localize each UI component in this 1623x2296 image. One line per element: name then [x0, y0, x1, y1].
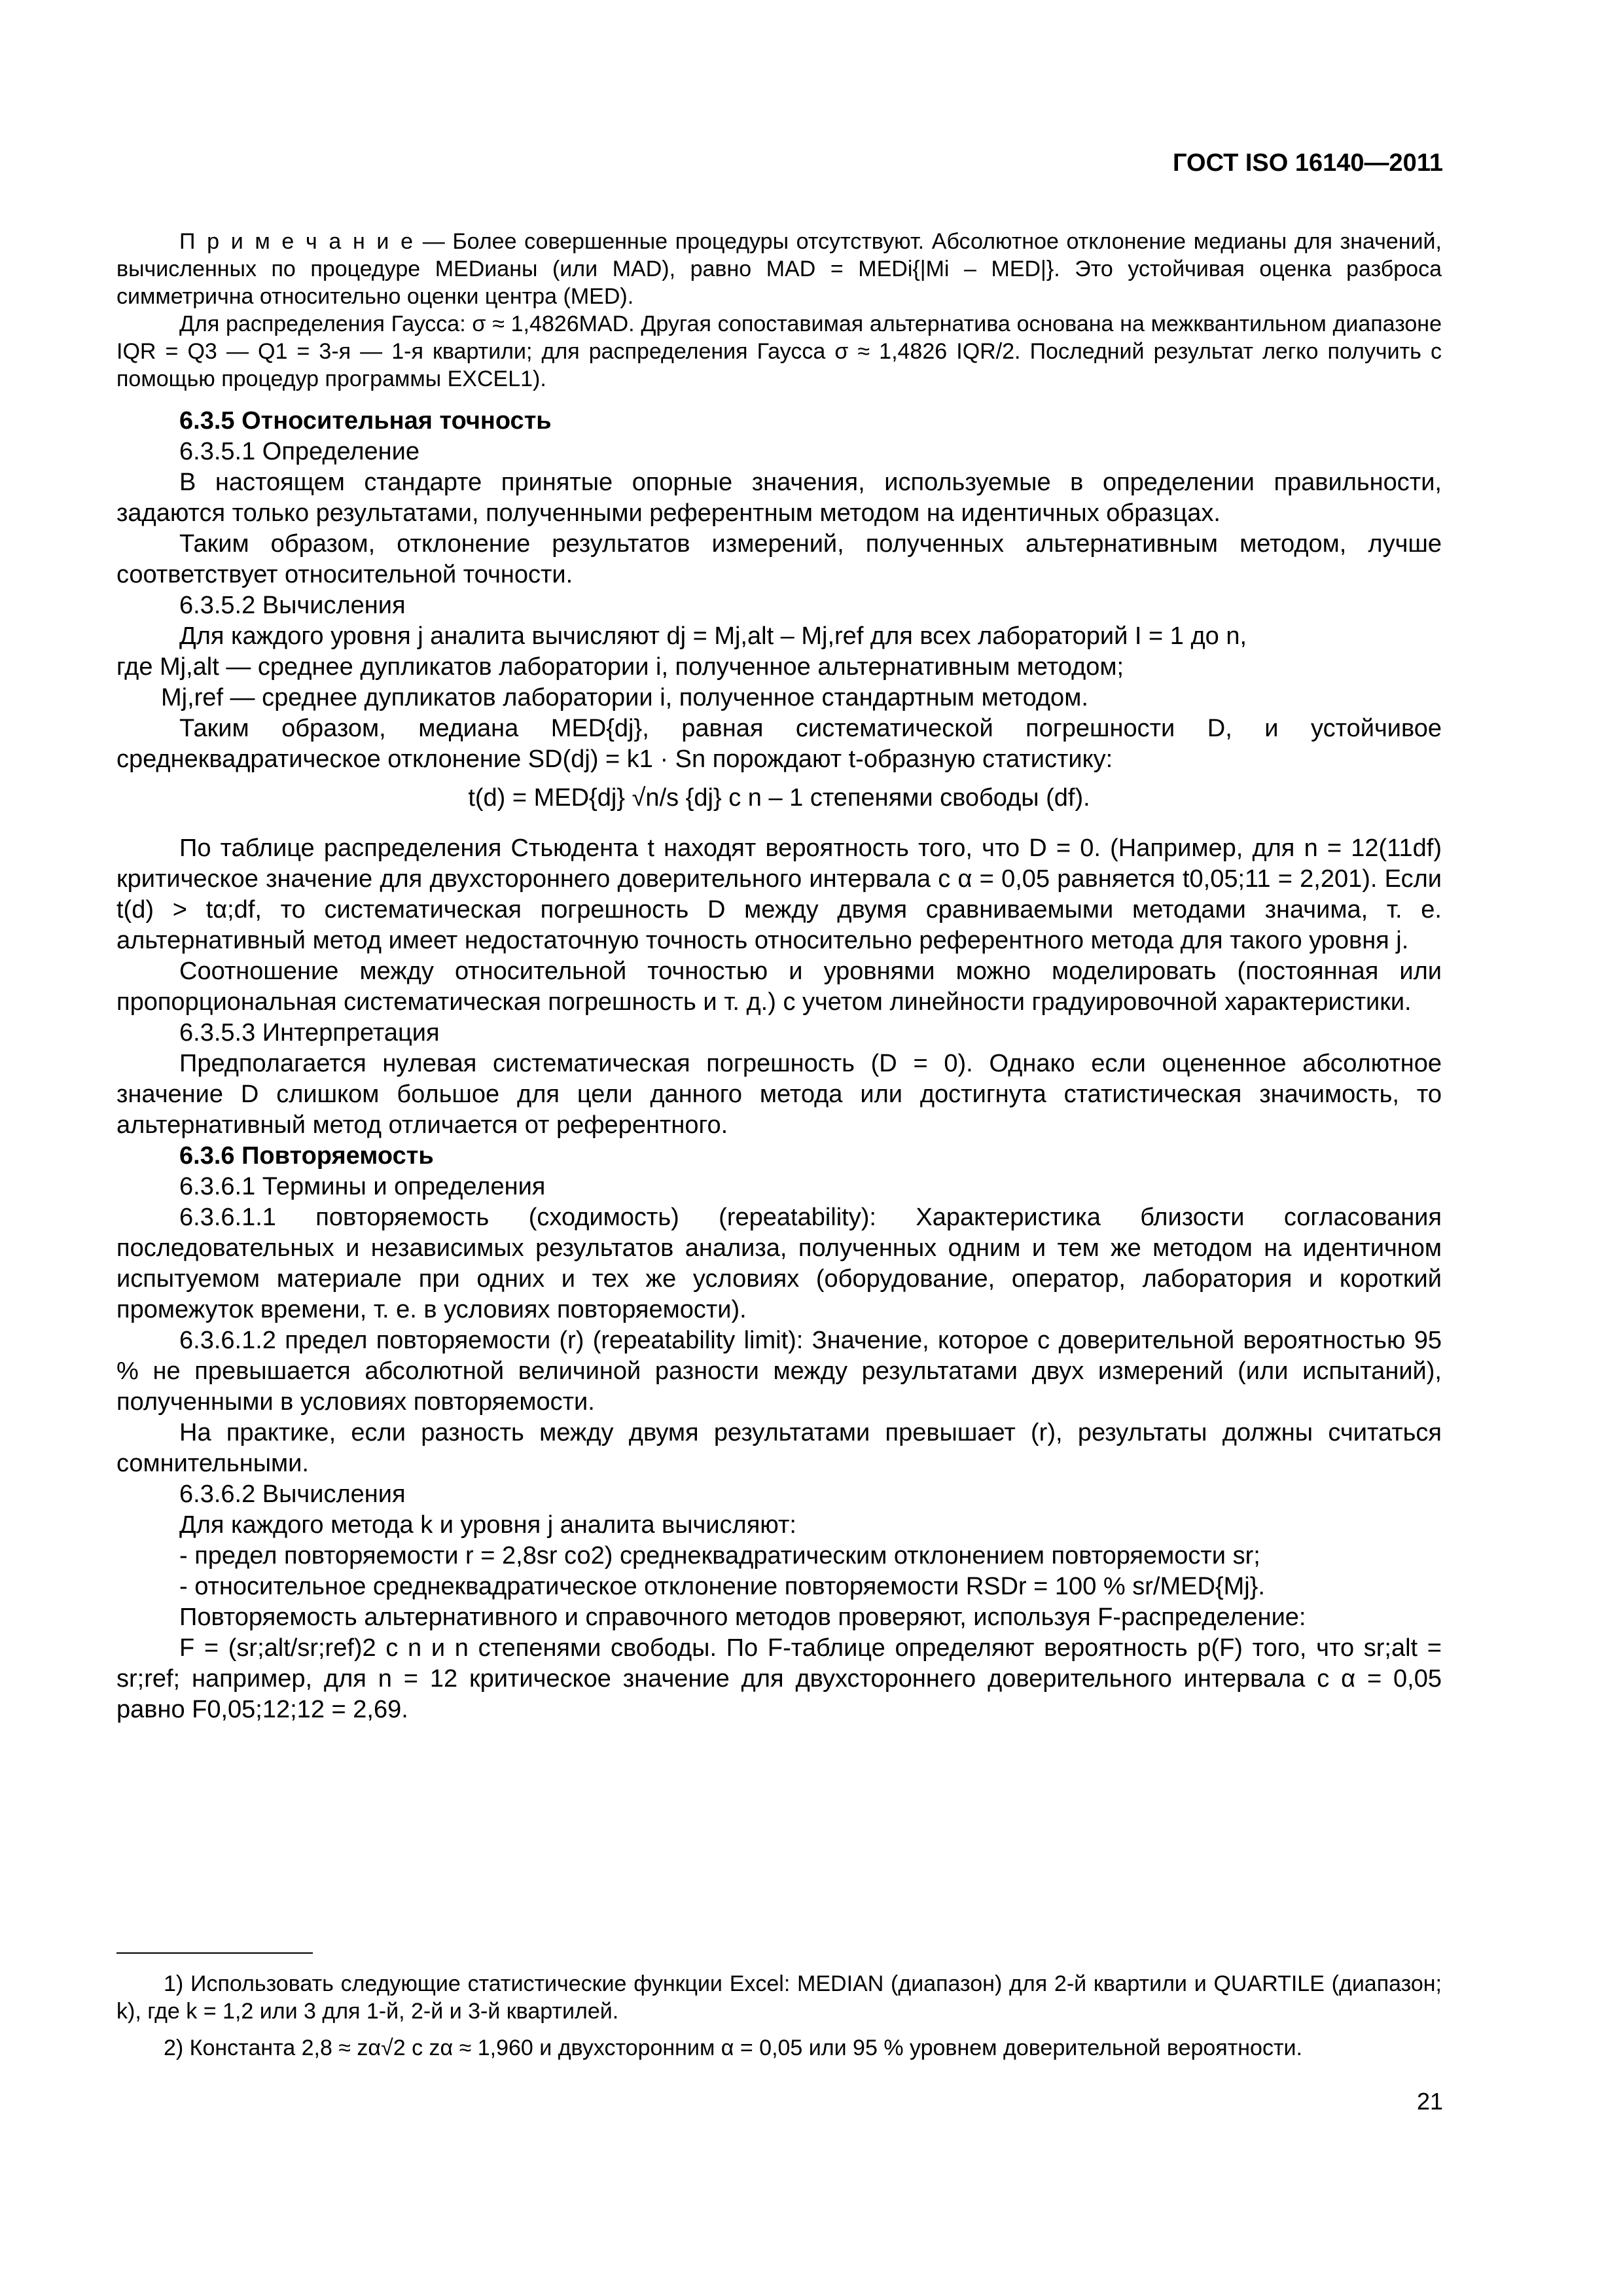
- subsection-6-3-6-2-title: 6.3.6.2 Вычисления: [179, 1480, 406, 1508]
- paragraph: Mj,ref — среднее дупликатов лаборатории i, полученное стандартным методом.: [161, 684, 1088, 711]
- paragraph: Повторяемость альтернативного и справочного методов проверяют, используя F-распределение:: [179, 1604, 1306, 1631]
- subsection-6-3-5-3-title: 6.3.5.3 Интерпретация: [179, 1019, 440, 1047]
- footnote-2: 2) Константа 2,8 ≈ zα√2 с zα ≈ 1,960 и двухсторонним α = 0,05 или 95 % уровнем доверительной вероятности.: [164, 2036, 1302, 2060]
- paragraph: Для каждого уровня j аналита вычисляют dj = Mj,alt – Mj,ref для всех лабораторий I = 1 до n,: [179, 622, 1247, 650]
- paragraph: где Mj,alt — среднее дупликатов лаборатории i, полученное альтернативным методом;: [116, 653, 1124, 681]
- main-content: [116, 228, 1442, 1725]
- standard-designation: ГОСТ ISO 16140—2011: [1173, 149, 1443, 177]
- note-paragraph-1: [116, 228, 1442, 310]
- paragraph: Таким образом, медиана MED{dj}, равная систематической погрешности D, и устойчивое среднеквадратическое отклонение SD(dj) = k1 · Sn порождают t-образную статистику:: [116, 715, 1442, 773]
- section-6-3-5-title: 6.3.5 Относительная точность: [179, 407, 552, 435]
- subsection-6-3-6-1-title: 6.3.6.1 Термины и определения: [179, 1173, 546, 1200]
- paragraph: В настоящем стандарте принятые опорные значения, используемые в определении правильности, задаются только результатами, полученными референтным методом на идентичных образцах.: [116, 469, 1442, 527]
- paragraph: F = (sr;alt/sr;ref)2 с n и n степенями свободы. По F-таблице определяют вероятность p(F) того, что sr;alt = sr;ref; например, для n = 12 критическое значение для двухстороннего доверительного интервала с α = 0,05 равно F0,05;12;12 = 2,69.: [116, 1634, 1442, 1723]
- paragraph: Предполагается нулевая систематическая погрешность (D = 0). Однако если оцененное абсолютное значение D слишком большое для цели данного метода или достигнута статистическая значимость, то альтернативный метод отличается от референтного.: [116, 1050, 1442, 1139]
- definition-repeatability: 6.3.6.1.1 повторяемость (сходимость) (repeatability): Характеристика близости согласования последовательных и независимых результатов анализа, полученных одним и тем же методом на идентичном испытуемом материале при одних и тех же условиях (оборудование, оператор, лаборатория и короткий промежуток времени, т. е. в условиях повторяемости).: [116, 1204, 1442, 1323]
- section-body: [116, 393, 1442, 1725]
- subsection-6-3-5-1-title: 6.3.5.1 Определение: [179, 438, 420, 465]
- list-item: - относительное среднеквадратическое отклонение повторяемости RSDr = 100 % sr/MED{Mj}.: [179, 1573, 1265, 1600]
- section-6-3-6-title: 6.3.6 Повторяемость: [179, 1142, 434, 1170]
- note-label: П р и м е ч а н и е: [179, 229, 415, 254]
- formula-t-statistic: t(d) = MED{dj} √n/s {dj} с n – 1 степенями свободы (df).: [468, 784, 1090, 812]
- paragraph: Таким образом, отклонение результатов измерений, полученных альтернативным методом, лучше соответствует относительной точности.: [116, 530, 1442, 588]
- paragraph: Соотношение между относительной точностью и уровнями можно моделировать (постоянная или пропорциональная систематическая погрешность и т. д.) с учетом линейности градуировочной характеристики.: [116, 958, 1442, 1016]
- paragraph: По таблице распределения Стьюдента t находят вероятность того, что D = 0. (Например, для n = 12(11df) критическое значение для двухстороннего доверительного интервала с α = 0,05 равняется t0,05;11 = 2,201). Если t(d) > tα;df, то систематическая погрешность D между двумя сравниваемыми методами значима, т. е. альтернативный метод имеет недостаточную точность относительно референтного метода для такого уровня j.: [116, 834, 1442, 954]
- note-paragraph-2: Для распределения Гаусса: σ ≈ 1,4826MAD. Другая сопоставимая альтернатива основана на межквантильном диапазоне IQR = Q3 — Q1 = 3-я — 1-я квартили; для распределения Гаусса σ ≈ 1,4826 IQR/2. Последний результат легко получить с помощью процедур программы EXCEL1).: [116, 312, 1442, 391]
- footnote-separator: [116, 1952, 313, 1954]
- list-item: - предел повторяемости r = 2,8sr со2) среднеквадратическим отклонением повторяемости sr;: [179, 1542, 1260, 1570]
- note-text-1: — Более совершенные процедуры отсутствуют. Абсолютное отклонение медианы для значений, вычисленных по процедуре MEDианы (или MAD), равно MAD = MEDi{|Mi – MED|}. Это устойчивая оценка разброса симметрична относительно оценки центра (MED).: [116, 229, 1442, 309]
- paragraph: Для каждого метода k и уровня j аналита вычисляют:: [179, 1511, 796, 1539]
- subsection-6-3-5-2-title: 6.3.5.2 Вычисления: [179, 592, 406, 619]
- page-number: 21: [1416, 2088, 1443, 2115]
- footnote-1: 1) Использовать следующие статистические функции Excel: MEDIAN (диапазон) для 2-й квартили и QUARTILE (диапазон; k), где k = 1,2 или 3 для 1-й, 2-й и 3-й квартилей.: [116, 1971, 1442, 2024]
- footnotes: [116, 1970, 1442, 2071]
- definition-repeatability-limit: 6.3.6.1.2 предел повторяемости (r) (repeatability limit): Значение, которое с доверительной вероятностью 95 % не превышается абсолютной величиной разности между результатами двух измерений (или испытаний), полученными в условиях повторяемости.: [116, 1327, 1442, 1416]
- paragraph: На практике, если разность между двумя результатами превышает (r), результаты должны считаться сомнительными.: [116, 1419, 1442, 1477]
